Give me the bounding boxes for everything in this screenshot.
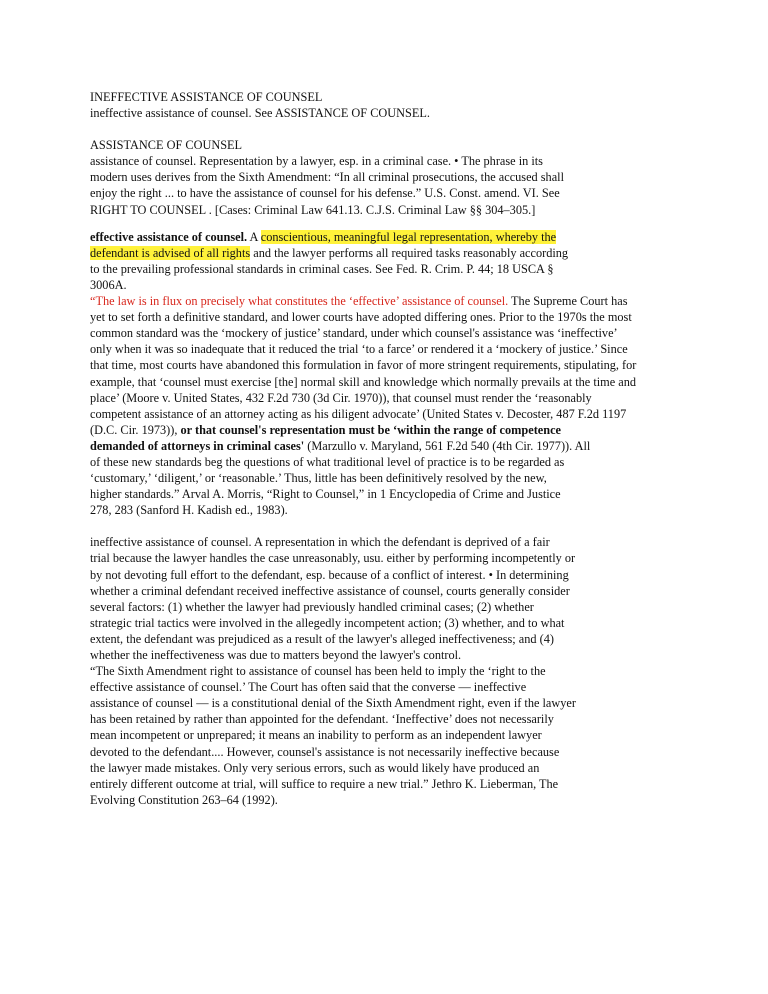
text-line: extent, the defendant was prejudiced as a result of the lawyer's alleged ineffectiveness; and (4) (90, 631, 554, 646)
text-span: (D.C. Cir. 1973)), (90, 422, 181, 437)
text-line: assistance of counsel — is a constitutional denial of the Sixth Amendment right, even if the lawyer (90, 696, 576, 711)
text-line: strategic trial tactics were involved in the allegedly incompetent action; (3) whether, and to what (90, 615, 565, 630)
text-line (90, 245, 690, 261)
text-line: that time, most courts have abandoned this formulation in favor of more stringent requirements, stipulating, for (90, 358, 637, 373)
text-span: and the lawyer performs all required tasks reasonably according (250, 245, 569, 260)
entry-title-ineffective: INEFFECTIVE ASSISTANCE OF COUNSEL (90, 90, 323, 104)
text-line: effective assistance of counsel.’ The Court has often said that the converse — ineffective (90, 680, 527, 695)
text-line (90, 229, 690, 245)
cross-reference-line: ineffective assistance of counsel. See ASSISTANCE OF COUNSEL. (90, 106, 430, 121)
text-line: example, that ‘counsel must exercise [the] normal skill and knowledge which normally prevails at the time and (90, 374, 637, 389)
bold-text: or that counsel's representation must be ‘within the range of competence (180, 422, 561, 437)
text-line: to the prevailing professional standards in criminal cases. See Fed. R. Crim. P. 44; 18 USCA § (90, 261, 554, 276)
text-line: 3006A. (90, 277, 127, 292)
text-span: (Marzullo v. Maryland, 561 F.2d 540 (4th Cir. 1977)). All (304, 438, 591, 453)
text-line: enjoy the right ... to have the assistance of counsel for his defense.” U.S. Const. amend. VI. See (90, 186, 560, 201)
ineffective-definition (90, 534, 690, 808)
text-line: trial because the lawyer handles the case unreasonably, usu. either by performing incompetently or (90, 551, 576, 566)
text-line: of these new standards beg the questions of what traditional level of practice is to be regarded as (90, 454, 565, 469)
text-line: common standard was the ‘mockery of justice’ standard, under which counsel's assistance was ‘ineffective’ (90, 326, 618, 341)
term-effective-assistance: effective assistance of counsel. (90, 229, 248, 244)
text-line (90, 438, 690, 454)
paragraph-gap (90, 518, 690, 534)
text-line: whether a criminal defendant received ineffective assistance of counsel, courts generally consider (90, 583, 570, 598)
red-quote-text: “The law is in flux on precisely what constitutes the ‘effective’ assistance of counsel. (90, 294, 509, 309)
text-line: assistance of counsel. Representation by a lawyer, esp. in a criminal case. • The phrase in its (90, 154, 543, 169)
text-line: the lawyer made mistakes. Only very serious errors, such as would likely have produced an (90, 760, 540, 775)
text-line: competent assistance of an attorney acting as his diligent advocate’ (United States v. Decoster, 487 F.2d 1197 (90, 406, 627, 421)
text-line: 278, 283 (Sanford H. Kadish ed., 1983). (90, 503, 288, 518)
text-line: “The Sixth Amendment right to assistance of counsel has been held to imply the ‘right to the (90, 664, 546, 679)
text-span: A (247, 229, 261, 244)
text-line: entirely different outcome at trial, will suffice to require a new trial.” Jethro K. Lieberman, The (90, 776, 559, 791)
text-line: only when it was so inadequate that it reduced the trial ‘to a farce’ or rendered it a ‘mockery of justice.’ Since (90, 342, 628, 357)
highlighted-text: defendant is advised of all rights (90, 245, 251, 260)
text-line: ‘customary,’ ‘diligent,’ or ‘reasonable.’ Thus, little has been definitively resolved by the new, (90, 471, 547, 486)
assistance-definition (90, 153, 690, 217)
bold-text: demanded of attorneys in criminal cases' (90, 438, 305, 453)
effective-definition (90, 229, 690, 519)
text-line: several factors: (1) whether the lawyer had previously handled criminal cases; (2) whether (90, 599, 534, 614)
text-line: devoted to the defendant.... However, counsel's assistance is not necessarily ineffective because (90, 744, 560, 759)
text-line: modern uses derives from the Sixth Amendment: “In all criminal prosecutions, the accused shall (90, 170, 564, 185)
text-line: by not devoting full effort to the defendant, esp. because of a conflict of interest. • In determining (90, 567, 569, 582)
text-line (90, 422, 690, 438)
document-body (90, 89, 690, 808)
text-span: The Supreme Court has (508, 294, 628, 309)
text-line (90, 293, 690, 309)
text-line: mean incompetent or unprepared; it means an inability to perform as an independent lawyer (90, 728, 542, 743)
text-line: ineffective assistance of counsel. A representation in which the defendant is deprived of a fair (90, 535, 550, 550)
text-line: Evolving Constitution 263–64 (1992). (90, 792, 278, 807)
entry-title-assistance: ASSISTANCE OF COUNSEL (90, 138, 243, 153)
text-line: RIGHT TO COUNSEL . [Cases: Criminal Law 641.13. C.J.S. Criminal Law §§ 304–305.] (90, 202, 536, 217)
highlighted-text: conscientious, meaningful legal representation, whereby the (260, 229, 557, 244)
text-line: yet to set forth a definitive standard, and lower courts have adopted differing ones. Prior to the 1970s the most (90, 310, 632, 325)
text-line: whether the ineffectiveness was due to matters beyond the lawyer's control. (90, 648, 462, 662)
paragraph-gap (90, 218, 690, 229)
text-line: place’ (Moore v. United States, 432 F.2d 730 (3d Cir. 1970)), that counsel must render the ‘reasonably (90, 390, 592, 405)
paragraph-gap (90, 121, 690, 137)
text-line: has been retained by rather than appointed for the defendant. ‘Ineffective’ does not necessarily (90, 712, 554, 727)
text-line: higher standards.” Arval A. Morris, “Right to Counsel,” in 1 Encyclopedia of Crime and Justice (90, 487, 561, 502)
